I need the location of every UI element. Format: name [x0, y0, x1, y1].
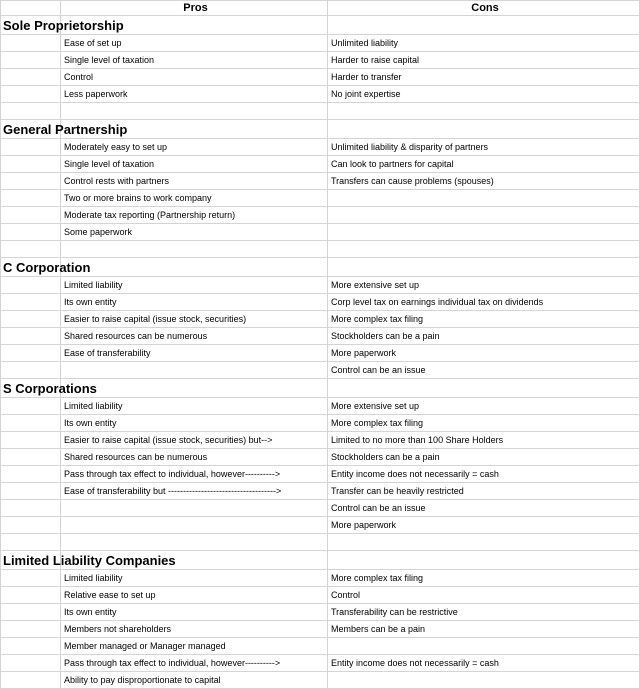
con-cell[interactable]: Can look to partners for capital	[328, 156, 640, 173]
section-title: Limited Liability Companies	[3, 553, 176, 568]
con-cell[interactable]: Stockholders can be a pain	[328, 449, 640, 466]
table-body	[1, 1, 640, 689]
table-row	[1, 621, 640, 638]
row-blank-cell[interactable]	[1, 449, 61, 466]
empty-cell[interactable]	[328, 379, 640, 398]
row-blank-cell[interactable]	[1, 86, 61, 103]
con-cell[interactable]: Limited to no more than 100 Share Holders	[328, 432, 640, 449]
empty-cell[interactable]	[328, 258, 640, 277]
table-row	[1, 52, 640, 69]
pro-cell[interactable]: Shared resources can be numerous	[61, 328, 328, 345]
row-blank-cell[interactable]	[1, 52, 61, 69]
table-row	[1, 311, 640, 328]
row-blank-cell[interactable]	[1, 277, 61, 294]
con-cell[interactable]: No joint expertise	[328, 86, 640, 103]
row-blank-cell[interactable]	[1, 139, 61, 156]
table-row	[1, 362, 640, 379]
con-cell[interactable]: Corp level tax on earnings individual tax on dividends	[328, 294, 640, 311]
row-blank-cell[interactable]	[1, 35, 61, 52]
table-row	[1, 207, 640, 224]
row-blank-cell[interactable]	[1, 604, 61, 621]
empty-cell[interactable]	[61, 379, 328, 398]
row-blank-cell[interactable]	[1, 621, 61, 638]
con-cell[interactable]: More complex tax filing	[328, 570, 640, 587]
section-title-row	[1, 16, 640, 35]
con-cell[interactable]: More extensive set up	[328, 277, 640, 294]
con-cell[interactable]	[328, 241, 640, 258]
row-blank-cell[interactable]	[1, 345, 61, 362]
con-cell[interactable]: Entity income does not necessarily = cash	[328, 466, 640, 483]
con-cell[interactable]: Control can be an issue	[328, 362, 640, 379]
pro-cell[interactable]: Its own entity	[61, 415, 328, 432]
row-blank-cell[interactable]	[1, 207, 61, 224]
row-blank-cell[interactable]	[1, 432, 61, 449]
con-cell[interactable]: Harder to raise capital	[328, 52, 640, 69]
table-row	[1, 604, 640, 621]
pro-cell[interactable]: Easier to raise capital (issue stock, securities)	[61, 311, 328, 328]
pro-cell[interactable]: Some paperwork	[61, 224, 328, 241]
row-blank-cell[interactable]	[1, 655, 61, 672]
table-row	[1, 190, 640, 207]
row-blank-cell[interactable]	[1, 483, 61, 500]
con-cell[interactable]: Unlimited liability	[328, 35, 640, 52]
table-row	[1, 500, 640, 517]
row-blank-cell[interactable]	[1, 190, 61, 207]
row-blank-cell[interactable]	[1, 638, 61, 655]
con-cell[interactable]	[328, 638, 640, 655]
pro-cell[interactable]	[61, 362, 328, 379]
pro-cell[interactable]: Its own entity	[61, 294, 328, 311]
table-row	[1, 466, 640, 483]
con-cell[interactable]: Transfer can be heavily restricted	[328, 483, 640, 500]
pro-cell[interactable]: Easier to raise capital (issue stock, securities) but-->	[61, 432, 328, 449]
row-blank-cell[interactable]	[1, 466, 61, 483]
section-title-row	[1, 551, 640, 570]
pro-cell[interactable]: Ability to pay disproportionate to capital	[61, 672, 328, 689]
header-row	[1, 1, 640, 16]
con-cell[interactable]: Control can be an issue	[328, 500, 640, 517]
row-blank-cell[interactable]	[1, 570, 61, 587]
con-cell[interactable]: More paperwork	[328, 345, 640, 362]
row-blank-cell[interactable]	[1, 224, 61, 241]
con-cell[interactable]: Harder to transfer	[328, 69, 640, 86]
table-row	[1, 35, 640, 52]
pro-cell[interactable]: Limited liability	[61, 570, 328, 587]
row-blank-cell[interactable]	[1, 398, 61, 415]
row-blank-cell[interactable]	[1, 311, 61, 328]
con-cell[interactable]	[328, 534, 640, 551]
section-title: C Corporation	[3, 260, 91, 275]
section-title-cell[interactable]	[1, 16, 124, 35]
con-cell[interactable]: Stockholders can be a pain	[328, 328, 640, 345]
table-row	[1, 672, 640, 689]
table-row	[1, 86, 640, 103]
empty-cell[interactable]	[328, 16, 640, 35]
empty-cell[interactable]	[328, 551, 640, 570]
row-blank-cell[interactable]	[1, 500, 61, 517]
pros-header[interactable]: Pros	[61, 1, 328, 16]
row-blank-cell[interactable]	[1, 672, 61, 689]
table-row	[1, 224, 640, 241]
header-blank-cell[interactable]	[1, 1, 61, 16]
section-title-row	[1, 120, 640, 139]
table-row	[1, 277, 640, 294]
empty-cell[interactable]	[328, 120, 640, 139]
pro-cell[interactable]	[61, 241, 328, 258]
table-row	[1, 570, 640, 587]
empty-cell[interactable]	[61, 258, 328, 277]
con-cell[interactable]: More complex tax filing	[328, 311, 640, 328]
con-cell[interactable]: More paperwork	[328, 517, 640, 534]
table-row	[1, 173, 640, 190]
con-cell[interactable]	[328, 672, 640, 689]
table-row	[1, 655, 640, 672]
pro-cell[interactable]: Single level of taxation	[61, 156, 328, 173]
pro-cell[interactable]: Two or more brains to work company	[61, 190, 328, 207]
pro-cell[interactable]: Single level of taxation	[61, 52, 328, 69]
table-row	[1, 156, 640, 173]
pro-cell[interactable]: Member managed or Manager managed	[61, 638, 328, 655]
pro-cell[interactable]	[61, 103, 328, 120]
pro-cell[interactable]: Pass through tax effect to individual, however---------->	[61, 655, 328, 672]
con-cell[interactable]: Transferability can be restrictive	[328, 604, 640, 621]
table-row	[1, 241, 640, 258]
pro-cell[interactable]: Ease of transferability	[61, 345, 328, 362]
con-cell[interactable]	[328, 224, 640, 241]
pro-cell[interactable]	[61, 500, 328, 517]
section-title-row	[1, 379, 640, 398]
row-blank-cell[interactable]	[1, 587, 61, 604]
section-title-cell[interactable]	[1, 551, 176, 570]
pro-cell[interactable]: Control	[61, 69, 328, 86]
table-row	[1, 69, 640, 86]
table-row	[1, 139, 640, 156]
con-cell[interactable]: More extensive set up	[328, 398, 640, 415]
pro-cell[interactable]: Moderate tax reporting (Partnership return)	[61, 207, 328, 224]
row-blank-cell[interactable]	[1, 173, 61, 190]
con-cell[interactable]: Transfers can cause problems (spouses)	[328, 173, 640, 190]
pro-cell[interactable]: Ease of set up	[61, 35, 328, 52]
table-row	[1, 432, 640, 449]
con-cell[interactable]	[328, 103, 640, 120]
row-blank-cell[interactable]	[1, 156, 61, 173]
con-cell[interactable]	[328, 190, 640, 207]
con-cell[interactable]: More complex tax filing	[328, 415, 640, 432]
table-row	[1, 483, 640, 500]
pro-cell[interactable]: Limited liability	[61, 277, 328, 294]
pro-cell[interactable]: Control rests with partners	[61, 173, 328, 190]
row-blank-cell[interactable]	[1, 415, 61, 432]
pro-cell[interactable]: Shared resources can be numerous	[61, 449, 328, 466]
con-cell[interactable]: Unlimited liability & disparity of partners	[328, 139, 640, 156]
table-row	[1, 449, 640, 466]
row-blank-cell[interactable]	[1, 517, 61, 534]
cons-header[interactable]: Cons	[328, 1, 640, 16]
con-cell[interactable]	[328, 207, 640, 224]
table-row	[1, 517, 640, 534]
table-row	[1, 103, 640, 120]
section-title-cell[interactable]	[1, 120, 128, 139]
section-title: General Partnership	[3, 122, 128, 137]
pro-cell[interactable]: Pass through tax effect to individual, however---------->	[61, 466, 328, 483]
table-row	[1, 587, 640, 604]
con-cell[interactable]: Control	[328, 587, 640, 604]
row-blank-cell[interactable]	[1, 241, 61, 258]
section-title: Sole Proprietorship	[3, 18, 124, 33]
table-row	[1, 638, 640, 655]
pro-cell[interactable]: Ease of transferability but ------------------------------------>	[61, 483, 328, 500]
table-row	[1, 345, 640, 362]
pro-cell[interactable]	[61, 534, 328, 551]
pro-cell[interactable]: Less paperwork	[61, 86, 328, 103]
pro-cell[interactable]: Relative ease to set up	[61, 587, 328, 604]
table-row	[1, 534, 640, 551]
section-title-cell[interactable]	[1, 379, 97, 398]
table-row	[1, 294, 640, 311]
pro-cell[interactable]: Moderately easy to set up	[61, 139, 328, 156]
section-title-row	[1, 258, 640, 277]
table-row	[1, 398, 640, 415]
table-row	[1, 415, 640, 432]
pro-cell[interactable]: Limited liability	[61, 398, 328, 415]
row-blank-cell[interactable]	[1, 328, 61, 345]
con-cell[interactable]: Members can be a pain	[328, 621, 640, 638]
row-blank-cell[interactable]	[1, 534, 61, 551]
section-title: S Corporations	[3, 381, 97, 396]
con-cell[interactable]: Entity income does not necessarily = cash	[328, 655, 640, 672]
row-blank-cell[interactable]	[1, 103, 61, 120]
section-title-cell[interactable]	[1, 258, 91, 277]
pro-cell[interactable]: Members not shareholders	[61, 621, 328, 638]
row-blank-cell[interactable]	[1, 362, 61, 379]
row-blank-cell[interactable]	[1, 294, 61, 311]
table-row	[1, 328, 640, 345]
pro-cell[interactable]: Its own entity	[61, 604, 328, 621]
pro-cell[interactable]	[61, 517, 328, 534]
row-blank-cell[interactable]	[1, 69, 61, 86]
